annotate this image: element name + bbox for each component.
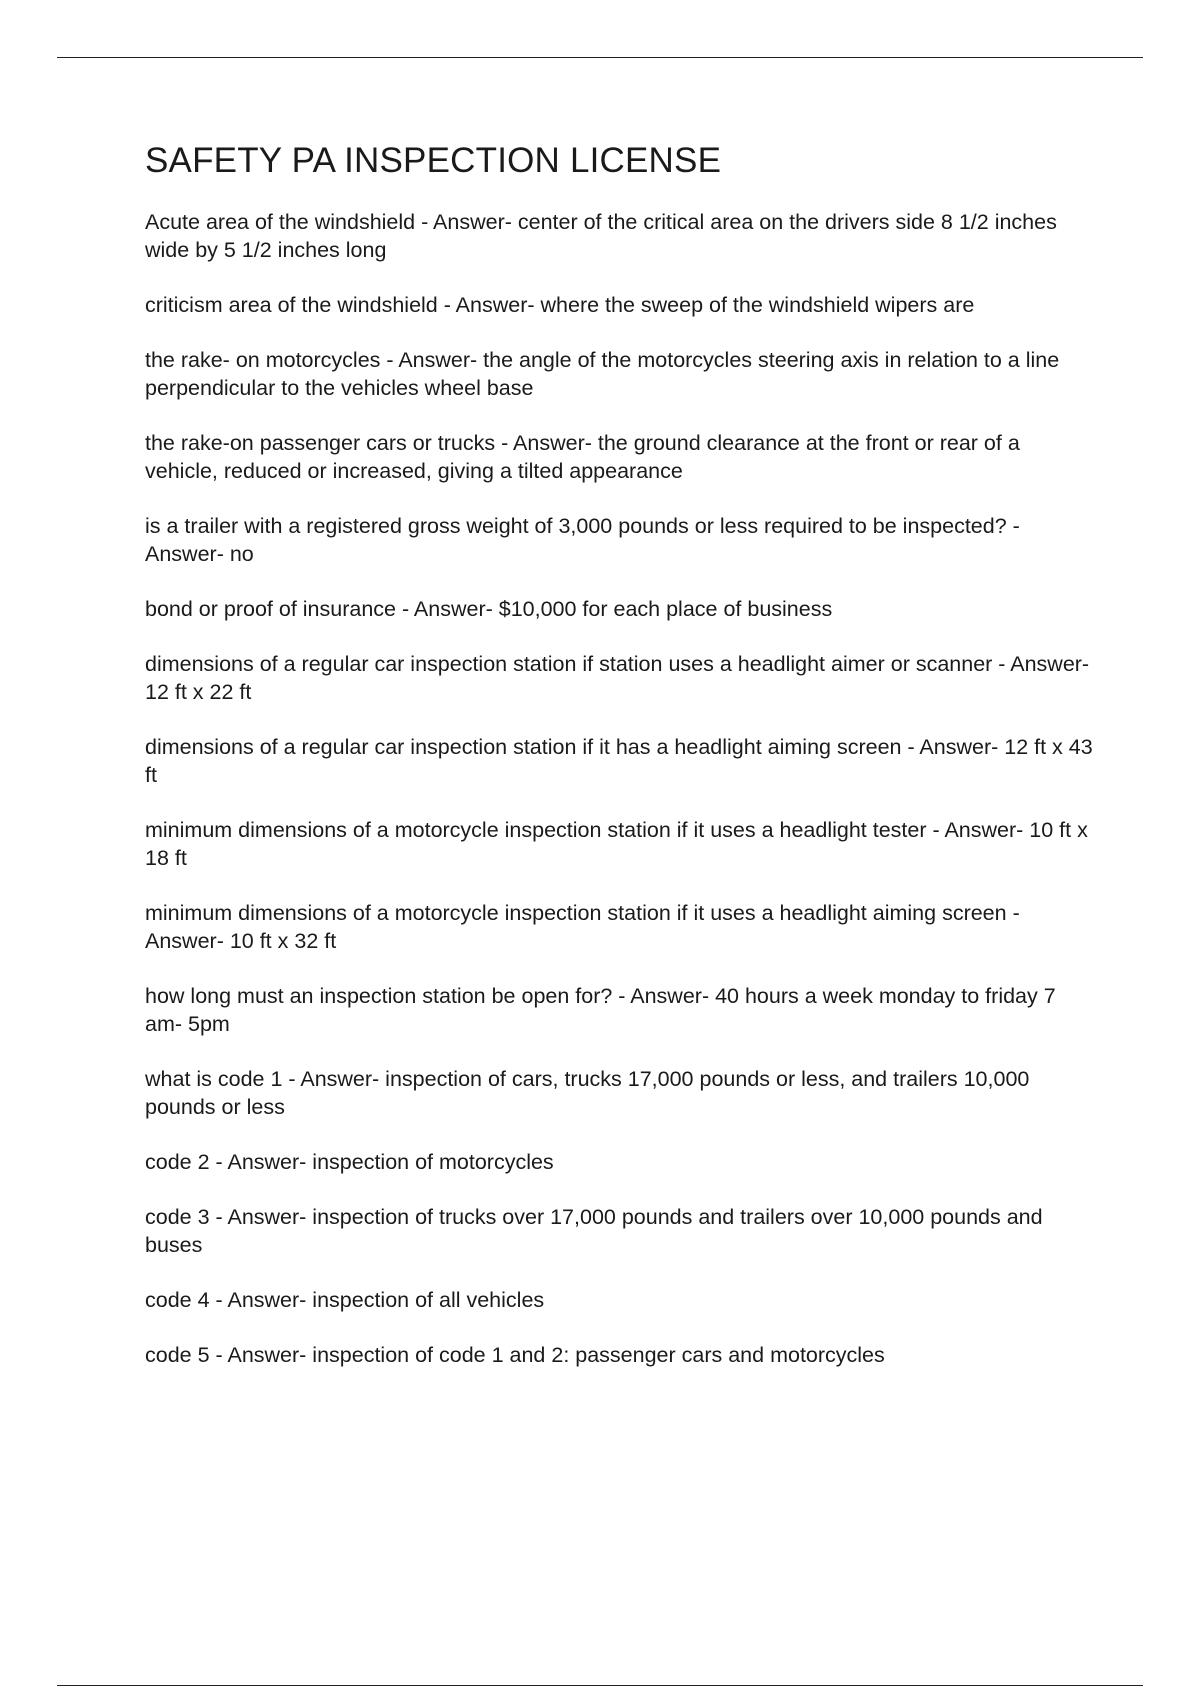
page-title: SAFETY PA INSPECTION LICENSE <box>145 141 722 180</box>
qa-entry-15: code 4 - Answer- inspection of all vehicles <box>145 1288 545 1312</box>
qa-entry-6: bond or proof of insurance - Answer- $10,000 for each place of business <box>145 597 833 621</box>
qa-entry-5: is a trailer with a registered gross weight of 3,000 pounds or less required to be inspected? - Answer- no <box>145 514 1020 566</box>
top-divider <box>57 57 1143 58</box>
qa-entry-1: Acute area of the windshield - Answer- center of the critical area on the drivers side 8 1/2 inches wide by 5 1/2 inches long <box>145 210 1057 262</box>
qa-entry-4: the rake-on passenger cars or trucks - Answer- the ground clearance at the front or rear of a vehicle, reduced or increased, giving a tilted appearance <box>145 431 1020 483</box>
bottom-divider <box>57 1685 1143 1686</box>
qa-entry-8: dimensions of a regular car inspection station if it has a headlight aiming screen - Answer- 12 ft x 43 ft <box>145 735 1093 787</box>
qa-entry-12: what is code 1 - Answer- inspection of cars, trucks 17,000 pounds or less, and trailers 10,000 pounds or less <box>145 1067 1030 1119</box>
qa-entry-3: the rake- on motorcycles - Answer- the angle of the motorcycles steering axis in relation to a line perpendicular to the vehicles wheel base <box>145 348 1060 400</box>
qa-entry-16: code 5 - Answer- inspection of code 1 and 2: passenger cars and motorcycles <box>145 1343 885 1367</box>
qa-entry-13: code 2 - Answer- inspection of motorcycles <box>145 1150 554 1174</box>
document-body <box>145 140 1095 1396</box>
qa-entry-14: code 3 - Answer- inspection of trucks over 17,000 pounds and trailers over 10,000 pounds and buses <box>145 1205 1043 1257</box>
qa-entry-11: how long must an inspection station be open for? - Answer- 40 hours a week monday to friday 7 am- 5pm <box>145 984 1056 1036</box>
qa-entry-7: dimensions of a regular car inspection station if station uses a headlight aimer or scanner - Answer- 12 ft x 22 ft <box>145 652 1090 704</box>
qa-entry-9: minimum dimensions of a motorcycle inspection station if it uses a headlight tester - Answer- 10 ft x 18 ft <box>145 818 1088 870</box>
qa-entry-10: minimum dimensions of a motorcycle inspection station if it uses a headlight aiming screen - Answer- 10 ft x 32 ft <box>145 901 1020 953</box>
qa-entry-2: criticism area of the windshield - Answer- where the sweep of the windshield wipers are <box>145 293 975 317</box>
